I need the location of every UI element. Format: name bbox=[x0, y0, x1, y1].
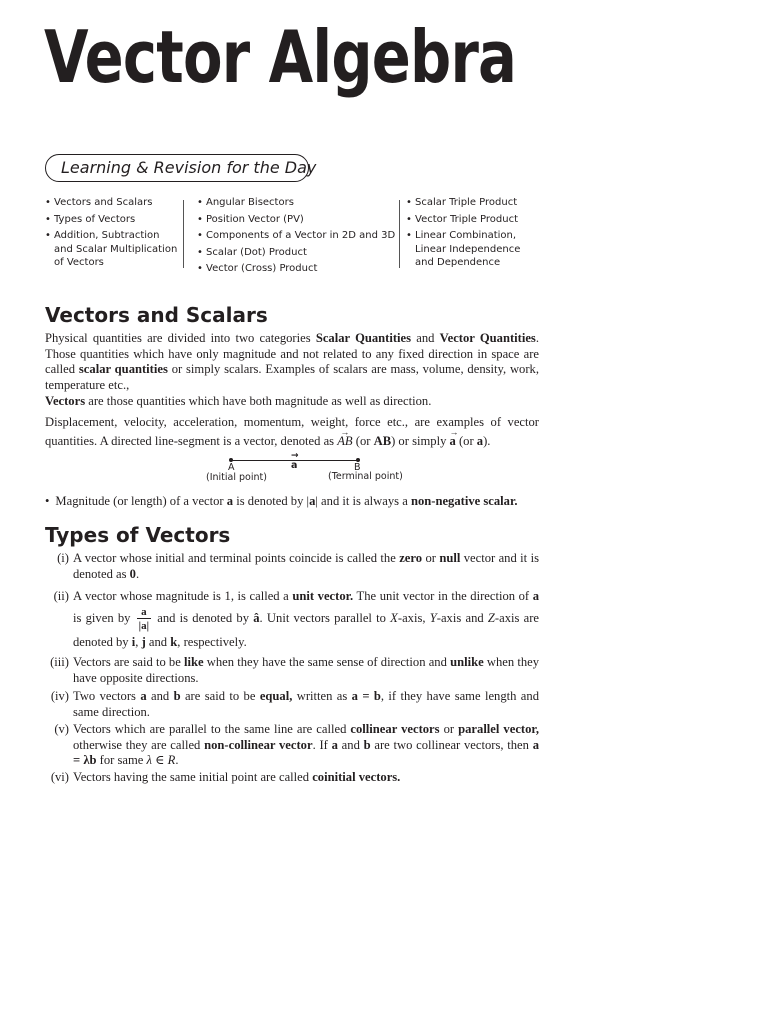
topics-box bbox=[0, 196, 768, 276]
topic-item: • Linear Combination, Linear Independence and Dependence bbox=[406, 229, 536, 270]
terminal-point-label: (Terminal point) bbox=[328, 471, 403, 482]
topic-item: • Angular Bisectors bbox=[197, 196, 397, 210]
topic-item: • Vector Triple Product bbox=[406, 213, 536, 227]
topics-column-1 bbox=[45, 196, 180, 273]
column-divider bbox=[399, 200, 400, 268]
chapter-title: Vector Algebra bbox=[44, 15, 517, 99]
point-a-label: A bbox=[228, 462, 235, 473]
topics-column-3 bbox=[406, 196, 536, 273]
list-item: (ii) A vector whose magnitude is 1, is called a unit vector. The unit vector in the direction of a is given by $\frac{a}{|a|}$ and is denoted by â. Unit vectors parallel to X-axis, Y-axis and Z-axis are denoted by i, j and k, respectively. bbox=[53, 589, 540, 649]
topic-item: • Addition, Subtraction and Scalar Multiplication of Vectors bbox=[45, 229, 180, 270]
list-item: (vi) Vectors having the same initial point are called coinitial vectors. bbox=[50, 770, 401, 784]
list-item: (i) A vector whose initial and terminal points coincide is called the zero or null vector and it is denoted as 0. bbox=[57, 551, 539, 581]
list-item: (iv) Two vectors a and b are said to be equal, written as a = b, if they have same length and same direction. bbox=[50, 689, 539, 719]
section-heading-types-of-vectors: Types of Vectors bbox=[45, 523, 231, 547]
vector-ab-notation: → AB bbox=[337, 432, 352, 451]
list-item: (v) Vectors which are parallel to the same line are called collinear vectors or parallel vector, otherwise they are called non-collinear vector. If a and b are two collinear vectors, then a = λb for same λ ∈ R. bbox=[54, 722, 539, 767]
unit-vector-fraction: $\frac{a}{|a|}$ bbox=[138, 606, 150, 632]
vector-a-label: → a bbox=[291, 460, 297, 471]
topic-item: • Vector (Cross) Product bbox=[197, 262, 397, 276]
magnitude-bullet: • Magnitude (or length) of a vector a is denoted by |a| and it is always a non-negative scalar. bbox=[45, 494, 545, 510]
list-item: (iii) Vectors are said to be like when they have the same sense of direction and unlike when they have opposite directions. bbox=[50, 655, 540, 685]
initial-point-label: (Initial point) bbox=[206, 472, 267, 483]
topic-item: • Scalar Triple Product bbox=[406, 196, 536, 210]
topic-item: • Components of a Vector in 2D and 3D bbox=[197, 229, 397, 243]
column-divider bbox=[183, 200, 184, 268]
section-heading-vectors-scalars: Vectors and Scalars bbox=[45, 303, 268, 327]
topic-item: • Position Vector (PV) bbox=[197, 213, 397, 227]
paragraph-categories: Physical quantities are divided into two categories Scalar Quantities and Vector Quantities. Those quantities which have only magnitude and not related to any fixed direction in space are called scalar quantities or simply scalars. Examples of scalars are mass, volume, density, work, temperature etc., bbox=[45, 331, 539, 392]
topic-item: • Vectors and Scalars bbox=[45, 196, 180, 210]
topic-item: • Scalar (Dot) Product bbox=[197, 246, 397, 260]
topic-item: • Types of Vectors bbox=[45, 213, 180, 227]
vector-line-diagram bbox=[196, 453, 416, 489]
vector-a-notation: → a bbox=[450, 432, 456, 451]
topics-column-2 bbox=[197, 196, 397, 279]
learning-revision-label: Learning & Revision for the Day bbox=[45, 154, 309, 182]
point-b-label: B bbox=[354, 462, 361, 473]
paragraph-vectors-definition: Vectors are those quantities which have both magnitude as well as direction. bbox=[45, 394, 432, 408]
paragraph-vector-examples: Displacement, velocity, acceleration, momentum, weight, force etc., are examples of vector quantities. A directed line-segment is a vector, denoted as → AB (or AB) or simply → a (or a). bbox=[45, 413, 539, 451]
